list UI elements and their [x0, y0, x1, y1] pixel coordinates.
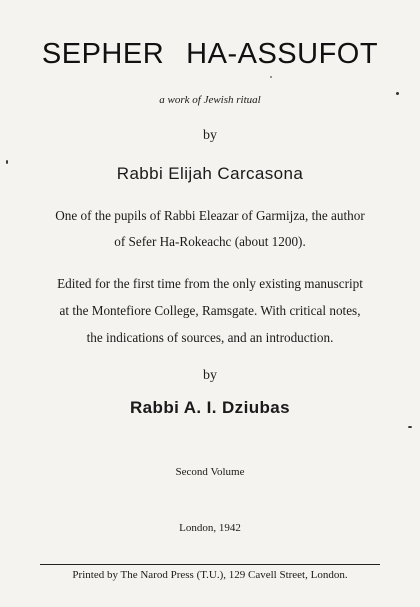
volume-label: Second Volume [175, 466, 245, 478]
edition-line-1: Edited for the first time from the only existing manuscript [57, 276, 363, 291]
description-line-1: One of the pupils of Rabbi Eleazar of Garmijza, the author [55, 208, 365, 223]
ink-speck [270, 76, 272, 78]
printer-imprint: Printed by The Narod Press (T.U.), 129 Cavell Street, London. [72, 569, 348, 581]
ink-speck [408, 426, 412, 428]
book-subtitle: a work of Jewish ritual [159, 94, 261, 106]
ink-speck [6, 160, 8, 164]
by-editor-label: by [203, 368, 217, 383]
book-title-part1: SEPHER [41, 38, 165, 70]
ink-speck [396, 92, 399, 95]
description-line-2: of Sefer Ha-Rokeachc (about 1200). [114, 234, 306, 249]
book-title [0, 38, 420, 71]
edition-line-3: the indications of sources, and an introduction. [86, 330, 334, 345]
editor-name: Rabbi A. I. Dziubas [130, 398, 290, 417]
publication-place-date: London, 1942 [179, 522, 241, 534]
by-author-label: by [203, 128, 217, 143]
book-title-part2: HA-ASSUFOT [186, 38, 379, 70]
edition-line-2: at the Montefiore College, Ramsgate. With critical notes, [59, 303, 361, 318]
author-name: Rabbi Elijah Carcasona [116, 164, 304, 183]
footer-divider [40, 564, 380, 565]
